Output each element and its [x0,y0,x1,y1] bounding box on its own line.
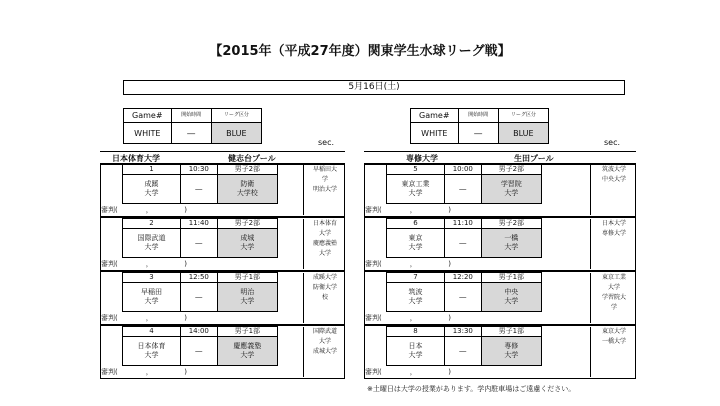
match-dash: ― [444,283,481,312]
blue-team-line1: 明治 [240,288,255,296]
match-league: 男子2部 [217,219,277,229]
side-official-line: 大学 [607,284,620,291]
match-dash: ― [180,229,217,258]
left-header-table [123,108,262,144]
match-league: 男子1部 [217,273,277,283]
blue-team-line2: 大学校 [236,189,258,197]
blue-team [217,175,277,204]
white-label: WHITE [124,123,172,144]
blue-team-line2: 大学 [504,351,519,359]
blue-label: BLUE [498,123,548,144]
blue-team-line1: 慶應義塾 [233,342,262,350]
blue-team-line2: 大学 [504,189,519,197]
blue-label: BLUE [211,123,261,144]
game-label: Game# [411,109,459,123]
match-table [122,272,278,312]
match-table [122,164,278,204]
side-official-line: 早稲田大 [312,166,337,173]
blue-team-line1: 成城 [240,234,255,242]
white-team-line1: 筑波 [408,288,423,296]
blue-team-line2: 大学 [240,351,255,359]
side-officials [303,327,346,377]
referee-line: 審判( ， ) [101,260,187,268]
sec-label-right: sec. [604,138,621,147]
match-time: 11:40 [180,219,217,229]
side-official-line: 日本体育 [312,220,337,227]
blue-team-line1: 専修 [504,342,519,350]
match-league: 男子1部 [481,273,541,283]
side-official-line: 筑波大学 [601,166,626,173]
blue-team-line1: 中央 [504,288,519,296]
match-no: 2 [123,219,181,229]
white-team [123,337,181,366]
dash: ― [171,123,211,144]
match-table [386,218,542,258]
start-time-label: 開始時間 [171,109,211,123]
start-time-label: 開始時間 [458,109,498,123]
blue-team-line1: 学習院 [500,180,522,188]
side-official-line: 防衛大学 [312,284,337,291]
white-team-line1: 日本 [408,342,423,350]
match-dash: ― [180,337,217,366]
match-table [122,326,278,366]
side-officials [590,273,637,323]
white-team-line1: 成蹊 [144,180,159,188]
referee-line: 審判( ， ) [365,368,451,376]
side-official-line: 日本大学 [601,220,626,227]
side-officials [590,219,637,269]
match-time: 12:50 [180,273,217,283]
white-team-line2: 大学 [408,297,423,305]
white-team [387,337,445,366]
match-league: 男子2部 [217,165,277,175]
right-header-table [410,108,549,144]
side-official-line: 成蹊大学 [312,274,337,281]
right-host: 専修大学 [406,154,438,163]
white-team-line2: 大学 [144,297,159,305]
side-official-line: 明治大学 [312,186,337,193]
side-officials [303,165,346,215]
match-league: 男子2部 [481,219,541,229]
match-dash: ― [444,337,481,366]
side-official-line: 中央大学 [601,176,626,183]
white-team [123,229,181,258]
match-table [386,164,542,204]
white-team [387,283,445,312]
white-team-line2: 大学 [144,243,159,251]
white-team-line2: 大学 [144,351,159,359]
date-bar: 5月16日(土) [123,80,625,95]
blue-team-line2: 大学 [240,243,255,251]
referee-line: 審判( ， ) [101,206,187,214]
match-no: 1 [123,165,181,175]
referee-line: 審判( ， ) [101,314,187,322]
match-league: 男子1部 [217,327,277,337]
side-official-line: 大学 [318,230,331,237]
blue-team-line2: 大学 [504,297,519,305]
referee-line: 審判( ， ) [365,314,451,322]
blue-team-line1: 一橋 [504,234,519,242]
side-official-line: 学習院大 [601,294,626,301]
blue-team [481,229,541,258]
side-officials [590,165,637,215]
dash: ― [458,123,498,144]
match-table [122,218,278,258]
league-label: リーグ区分 [498,109,548,123]
match-table [386,326,542,366]
side-officials [303,219,346,269]
side-official-line: 東京大学 [601,328,626,335]
side-official-line: 学 [610,304,617,311]
league-label: リーグ区分 [211,109,261,123]
side-official-line: 慶應義塾 [312,240,337,247]
referee-line: 審判( ， ) [365,260,451,268]
side-official-line: 国際武道 [312,328,337,335]
match-table [386,272,542,312]
white-team-line1: 早稲田 [140,288,162,296]
blue-team [217,337,277,366]
match-dash: ― [180,283,217,312]
side-official-line: 大学 [318,338,331,345]
footnote: ※土曜日は大学の授業があります。学内駐車場はご遠慮ください。 [367,385,576,393]
white-team-line1: 国際武道 [137,234,166,242]
sec-label-left: sec. [318,138,335,147]
blue-team-line2: 大学 [504,243,519,251]
match-league: 男子1部 [481,327,541,337]
white-team [387,229,445,258]
white-team-line2: 大学 [408,189,423,197]
match-time: 12:20 [444,273,481,283]
match-league: 男子2部 [481,165,541,175]
match-no: 5 [387,165,445,175]
match-dash: ― [444,229,481,258]
match-time: 13:30 [444,327,481,337]
white-label: WHITE [411,123,459,144]
side-official-line: 学 [321,176,328,183]
side-official-line: 大学 [318,250,331,257]
match-no: 6 [387,219,445,229]
match-dash: ― [180,175,217,204]
referee-line: 審判( ， ) [365,206,451,214]
side-official-line: 校 [321,294,328,301]
side-officials [303,273,346,323]
white-team-line1: 東京 [408,234,423,242]
match-no: 7 [387,273,445,283]
white-team-line1: 東京工業 [401,180,430,188]
white-team-line2: 大学 [408,243,423,251]
match-no: 3 [123,273,181,283]
page-title: 【2015年（平成27年度）関東学生水球リーグ戦】 [209,44,511,59]
side-official-line: 成城大学 [312,348,337,355]
white-team [123,175,181,204]
blue-team [481,337,541,366]
match-time: 10:00 [444,165,481,175]
right-venue: 生田プール [514,154,554,163]
blue-team [481,283,541,312]
side-official-line: 専修大学 [601,230,626,237]
match-no: 4 [123,327,181,337]
left-venue: 健志台プール [228,154,276,163]
blue-team-line2: 大学 [240,297,255,305]
side-officials [590,327,637,377]
match-time: 11:10 [444,219,481,229]
left-host: 日本体育大学 [112,154,160,163]
match-time: 10:30 [180,165,217,175]
side-official-line: 東京工業 [601,274,626,281]
game-label: Game# [124,109,172,123]
white-team-line1: 日本体育 [137,342,166,350]
white-team-line2: 大学 [408,351,423,359]
match-time: 14:00 [180,327,217,337]
blue-team [217,283,277,312]
blue-team-line1: 防衛 [240,180,255,188]
white-team [387,175,445,204]
white-team-line2: 大学 [144,189,159,197]
blue-team [217,229,277,258]
white-team [123,283,181,312]
match-dash: ― [444,175,481,204]
match-no: 8 [387,327,445,337]
side-official-line: 一橋大学 [601,338,626,345]
blue-team [481,175,541,204]
referee-line: 審判( ， ) [101,368,187,376]
